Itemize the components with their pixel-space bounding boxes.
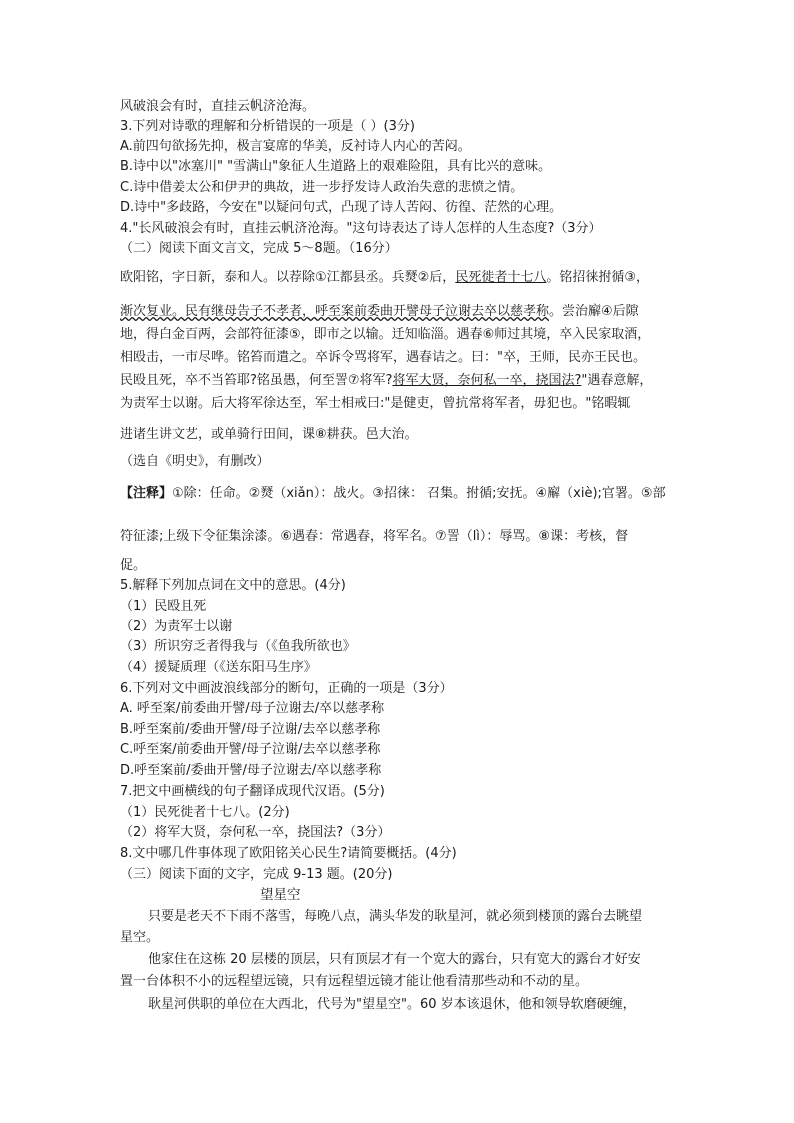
passage-line-5: 民殴且死，卒不当笞耶?铭虽愚，何至詈⑦将军?将军大贤，奈何私一卒，挠国法?"遇春意解， xyxy=(120,373,653,388)
passage-line-1: 欧阳铭，字日新，泰和人。以荐除①江都县丞。兵燹②后，民死徙者十七八。铭招徕拊循③， xyxy=(120,270,649,285)
story-para-1-line-1: 只要是老天不下雨不落雪，每晚八点，满头华发的耿星河，就必须到楼顶的露台去眺望 xyxy=(148,909,643,924)
q5-item-4: （4）援疑质理（《送东阳马生序》 xyxy=(120,660,317,675)
story-para-2-line-2: 置一台体积不小的远程望远镜，只有远程望远镜才能让他看清那些动和不动的星。 xyxy=(120,974,589,989)
q3-option-c: C.诗中借姜太公和伊尹的典故，进一步抒发诗人政治失意的悲愤之情。 xyxy=(120,180,524,195)
wavy-line-sentence: 渐次复业。民有继母告子不孝者，呼至案前委曲开譬母子泣谢去卒以慈孝称 xyxy=(120,304,550,319)
underlined-sentence-1: 民死徙者十七八 xyxy=(455,270,547,285)
question-7: 7.把文中画横线的句子翻译成现代汉语。(5分) xyxy=(120,784,385,799)
q5-item-1: （1）民殴且死 xyxy=(120,599,207,614)
q5-item-3: （3）所识穷乏者得我与（《鱼我所欲也》 xyxy=(120,639,356,654)
q6-option-d: D.呼至案前/委曲开譬/母子泣谢去/卒以慈孝称 xyxy=(120,763,382,778)
q6-option-a: A. 呼至案/前委曲开譬/母子泣谢去/卒以慈孝称 xyxy=(120,701,385,716)
story-para-2-line-1: 他家住在这栋 20 层楼的顶层，只有顶层才有一个宽大的露台，只有宽大的露台才好安 xyxy=(148,952,641,967)
q3-option-b: B.诗中以"冰塞川" "雪满山"象征人生道路上的艰难险阻，具有比兴的意味。 xyxy=(120,159,552,174)
story-para-1-line-2: 星空。 xyxy=(120,930,160,945)
q7-item-2: （2）将军大贤，奈何私一卒，挠国法?（3分） xyxy=(120,825,391,840)
passage-line-2: 渐次复业。民有继母告子不孝者，呼至案前委曲开譬母子泣谢去卒以慈孝称。尝治廨④后隙 xyxy=(120,304,639,319)
passage-source: （选自《明史》，有删改） xyxy=(120,454,270,469)
poem-last-line: 风破浪会有时，直挂云帆济沧海。 xyxy=(120,99,316,114)
question-8: 8.文中哪几件事体现了欧阳铭关心民生?请简要概括。(4分) xyxy=(120,846,457,861)
passage-line-7: 进诸生讲文艺，或单骑行田间，课⑧耕获。邑大治。 xyxy=(120,427,418,442)
story-para-3-line-1: 耿星河供职的单位在大西北，代号为"望星空"。60 岁本该退休，他和领导软磨硬缠， xyxy=(148,997,636,1012)
q6-option-b: B.呼至案前/委曲开譬/母子泣谢/去卒以慈孝称 xyxy=(120,722,381,737)
section-2-heading: （二）阅读下面文言文，完成 5～8题。（16分） xyxy=(120,241,398,256)
question-4: 4."长风破浪会有时，直挂云帆济沧海。"这句诗表达了诗人怎样的人生态度?（3分） xyxy=(120,221,602,236)
passage-line-3: 地，得白金百两，会部符征漆⑤，即市之以输。迁知临淄。遇春⑥师过其境，卒入民家取酒， xyxy=(120,327,651,342)
passage-line-6: 为责军士以谢。后大将军徐达至，军士相戒曰:"是健吏，曾抗常将军者，毋犯也。"铭暇辄 xyxy=(120,396,631,411)
q7-item-1: （1）民死徙者十七八。(2分) xyxy=(120,805,290,820)
q3-option-a: A.前四句欲扬先抑，极言宴席的华美，反衬诗人内心的苦闷。 xyxy=(120,139,471,154)
passage-line-4: 相殴击，一市尽哗。铭笞而遣之。卒诉令骂将军，遇春诘之。曰："卒，王师，民亦王民也。 xyxy=(120,350,646,365)
q6-option-c: C.呼至案/前委曲开譬/母子泣谢/去卒以慈孝称 xyxy=(120,742,381,757)
notes-line-3: 促。 xyxy=(120,558,147,573)
q3-option-d: D.诗中"多歧路，今安在"以疑问句式，凸现了诗人苦闷、彷徨、茫然的心理。 xyxy=(120,200,563,215)
question-6: 6.下列对文中画波浪线部分的断句，正确的一项是（3分） xyxy=(120,681,453,696)
notes-line-2: 符征漆;上级下令征集涂漆。⑥遇春：常遇春，将军名。⑦詈（lì）：辱骂。⑧课：考核，督 xyxy=(120,529,629,544)
story-title: 望星空 xyxy=(260,887,301,903)
underlined-sentence-2: 将军大贤，奈何私一卒，挠国法? xyxy=(392,373,582,388)
section-3-heading: （三）阅读下面的文字，完成 9-13 题。(20分) xyxy=(120,867,393,882)
q5-item-2: （2）为责军士以谢 xyxy=(120,619,233,634)
question-5: 5.解释下列加点词在文中的意思。(4分) xyxy=(120,578,346,593)
question-3: 3.下列对诗歌的理解和分析错误的一项是（ ）(3分) xyxy=(120,119,415,134)
notes-line-1: 【注释】①除：任命。②燹（xiǎn）：战火。③招徕： 召集。拊循;安抚。④廨（xiè);官署。⑤部 xyxy=(120,486,666,501)
